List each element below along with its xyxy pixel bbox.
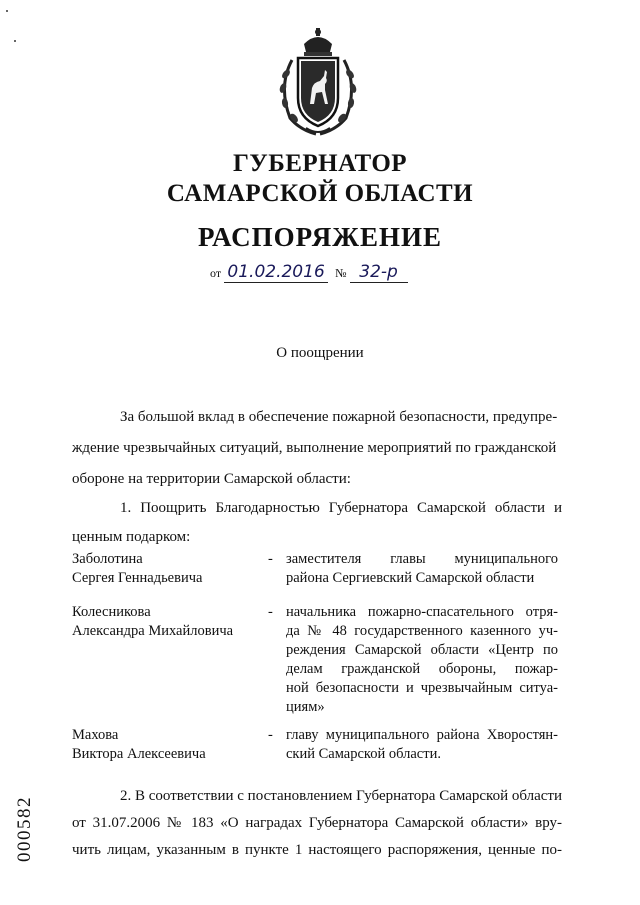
awardee-desc-line: да № 48 государственного казенного уч- — [286, 623, 558, 639]
awardee-dash: - — [268, 604, 273, 620]
awardee-desc-line: ский Самарской области. — [286, 746, 441, 762]
awardee-desc-line: ной безопасности и чрезвычайным ситуа- — [286, 680, 558, 696]
awardee-desc-line: циям» — [286, 699, 325, 715]
item2-line2: от 31.07.2006 № 183 «О наградах Губернатора Самарской области» вру- — [72, 815, 562, 831]
awardee-dash: - — [268, 727, 273, 743]
intro-line3: обороне на территории Самарской области: — [72, 471, 351, 487]
item1-line2: ценным подарком: — [72, 529, 191, 545]
document-number: 32-р — [350, 262, 408, 283]
awardee-surname: Заболотина — [72, 551, 143, 567]
document-date: 01.02.2016 — [224, 262, 328, 283]
item1-line1: 1. Поощрить Благодарностью Губернатора Самарской области и — [120, 500, 562, 516]
awardee-desc-line: заместителя главы муниципального — [286, 551, 558, 567]
document-serial-number: 000582 — [14, 796, 35, 862]
scan-speck — [6, 10, 8, 12]
awardee-desc-line: делам гражданской обороны, пожар- — [286, 661, 558, 677]
awardee-desc-line: района Сергиевский Самарской области — [286, 570, 535, 586]
awardee-surname: Колесникова — [72, 604, 151, 620]
scan-speck — [14, 40, 16, 42]
document-type: РАСПОРЯЖЕНИЕ — [197, 222, 443, 252]
awardee-desc-line: начальника пожарно-спасательного отря- — [286, 604, 558, 620]
item2-line3: чить лицам, указанным в пункте 1 настоящего распоряжения, ценные по- — [72, 842, 562, 858]
awardee-dash: - — [268, 551, 273, 567]
date-from-label: от — [210, 266, 222, 280]
samara-coat-of-arms-icon — [270, 26, 366, 138]
awardee-desc-line: реждения Самарской области «Центр по — [286, 642, 558, 658]
awardee-given-names: Виктора Алексеевича — [72, 746, 206, 762]
item2-line1: 2. В соответствии с постановлением Губернатора Самарской области — [120, 788, 563, 804]
awardee-given-names: Сергея Геннадьевича — [72, 570, 203, 586]
intro-line2: ждение чрезвычайных ситуаций, выполнение мероприятий по гражданской — [72, 440, 557, 456]
dateline — [210, 262, 408, 283]
issuer-title-line2: САМАРСКОЙ ОБЛАСТИ — [166, 180, 474, 207]
awardee-desc-line: главу муниципального района Хворостян- — [286, 727, 558, 743]
issuer-title-line1: ГУБЕРНАТОР — [232, 150, 408, 177]
document-subject: О поощрении — [276, 345, 364, 361]
awardee-given-names: Александра Михайловича — [72, 623, 234, 639]
number-label: № — [335, 266, 347, 280]
awardee-surname: Махова — [72, 727, 119, 743]
intro-line1: За большой вклад в обеспечение пожарной безопасности, предупре- — [120, 409, 558, 425]
